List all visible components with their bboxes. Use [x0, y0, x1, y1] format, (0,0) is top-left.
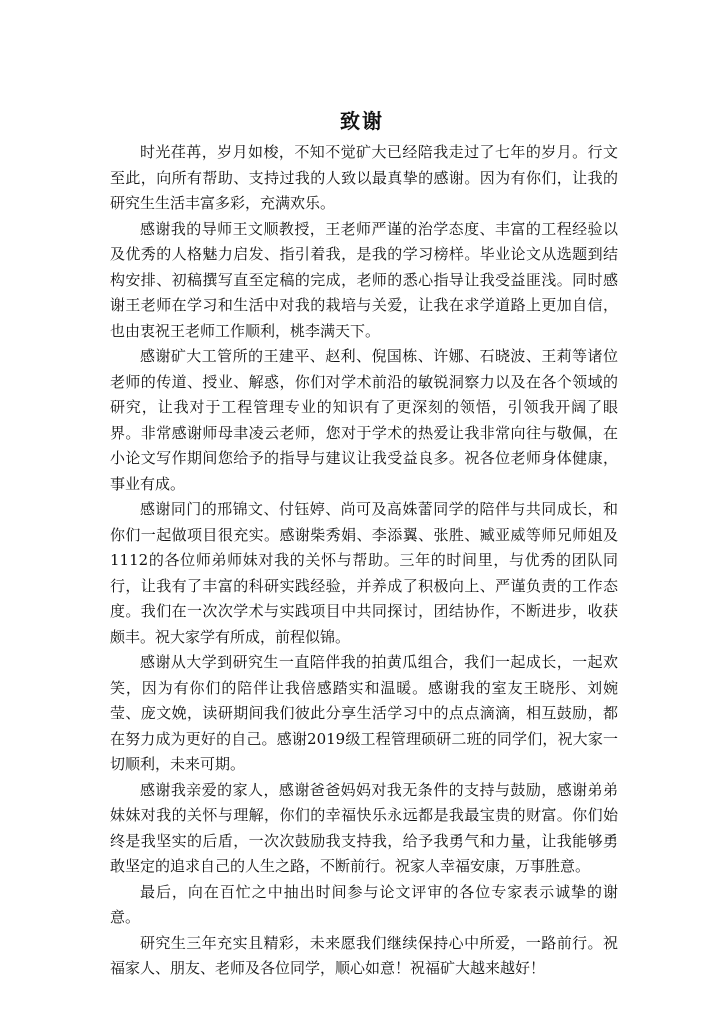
paragraph-8: 研究生三年充实且精彩，未来愿我们继续保持心中所爱，一路前行。祝福家人、朋友、老师及各位同学，顺心如意！祝福矿大越来越好！ — [110, 933, 618, 977]
paragraph-7: 最后，向在百忙之中抽出时间参与论文评审的各位专家表示诚挚的谢意。 — [110, 882, 618, 926]
page-title: 致谢 — [340, 109, 384, 133]
paragraph-3: 感谢矿大工管所的王建平、赵利、倪国栋、许娜、石晓波、王莉等诸位老师的传道、授业、解惑，你们对学术前沿的敏锐洞察力以及在各个领域的研究，让我对于工程管理专业的知识有了更深刻的领悟，引领我开阔了眼界。非常感谢师母聿凌云老师，您对于学术的热爱让我非常向往与敬佩，在小论文写作期间您给予的指导与建议让我受益良多。祝各位老师身体健康，事业有成。 — [110, 347, 618, 493]
paragraph-5: 感谢从大学到研究生一直陪伴我的拍黄瓜组合，我们一起成长，一起欢笑，因为有你们的陪伴让我倍感踏实和温暖。感谢我的室友王晓彤、刘婉莹、庞文娩，读研期间我们彼此分享生活学习中的点点滴滴，相互鼓励，都在努力成为更好的自己。感谢2019级工程管理硕研二班的同学们，祝大家一切顺利，未来可期。 — [110, 653, 618, 773]
paragraph-4: 感谢同门的邢锦文、付钰婷、尚可及高姝蕾同学的陪伴与共同成长，和你们一起做项目很充实。感谢柴秀娟、李添翼、张胜、臧亚威等师兄师姐及1112的各位师弟师妹对我的关怀与帮助。三年的时间里，与优秀的团队同行，让我有了丰富的科研实践经验，并养成了积极向上、严谨负责的工作态度。我们在一次次学术与实践项目中共同探讨，团结协作，不断进步，收获颇丰。祝大家学有所成，前程似锦。 — [110, 500, 618, 646]
paragraph-6: 感谢我亲爱的家人，感谢爸爸妈妈对我无条件的支持与鼓励，感谢弟弟妹妹对我的关怀与理解，你们的幸福快乐永远都是我最宝贵的财富。你们始终是我坚实的后盾，一次次鼓励我支持我，给予我勇气和力量，让我能够勇敢坚定的追求自己的人生之路，不断前行。祝家人幸福安康，万事胜意。 — [110, 780, 618, 875]
paragraph-1: 时光荏苒，岁月如梭，不知不觉矿大已经陪我走过了七年的岁月。行文至此，向所有帮助、支持过我的人致以最真挚的感谢。因为有你们，让我的研究生生活丰富多彩，充满欢乐。 — [110, 143, 618, 212]
paragraph-2: 感谢我的导师王文顺教授，王老师严谨的治学态度、丰富的工程经验以及优秀的人格魅力启发、指引着我，是我的学习榜样。毕业论文从选题到结构安排、初稿撰写直至定稿的完成，老师的悉心指导让我受益匪浅。同时感谢王老师在学习和生活中对我的栽培与关爱，让我在求学道路上更加自信，也由衷祝王老师工作顺利，桃李满天下。 — [110, 219, 618, 340]
acknowledgement-body — [110, 140, 618, 982]
